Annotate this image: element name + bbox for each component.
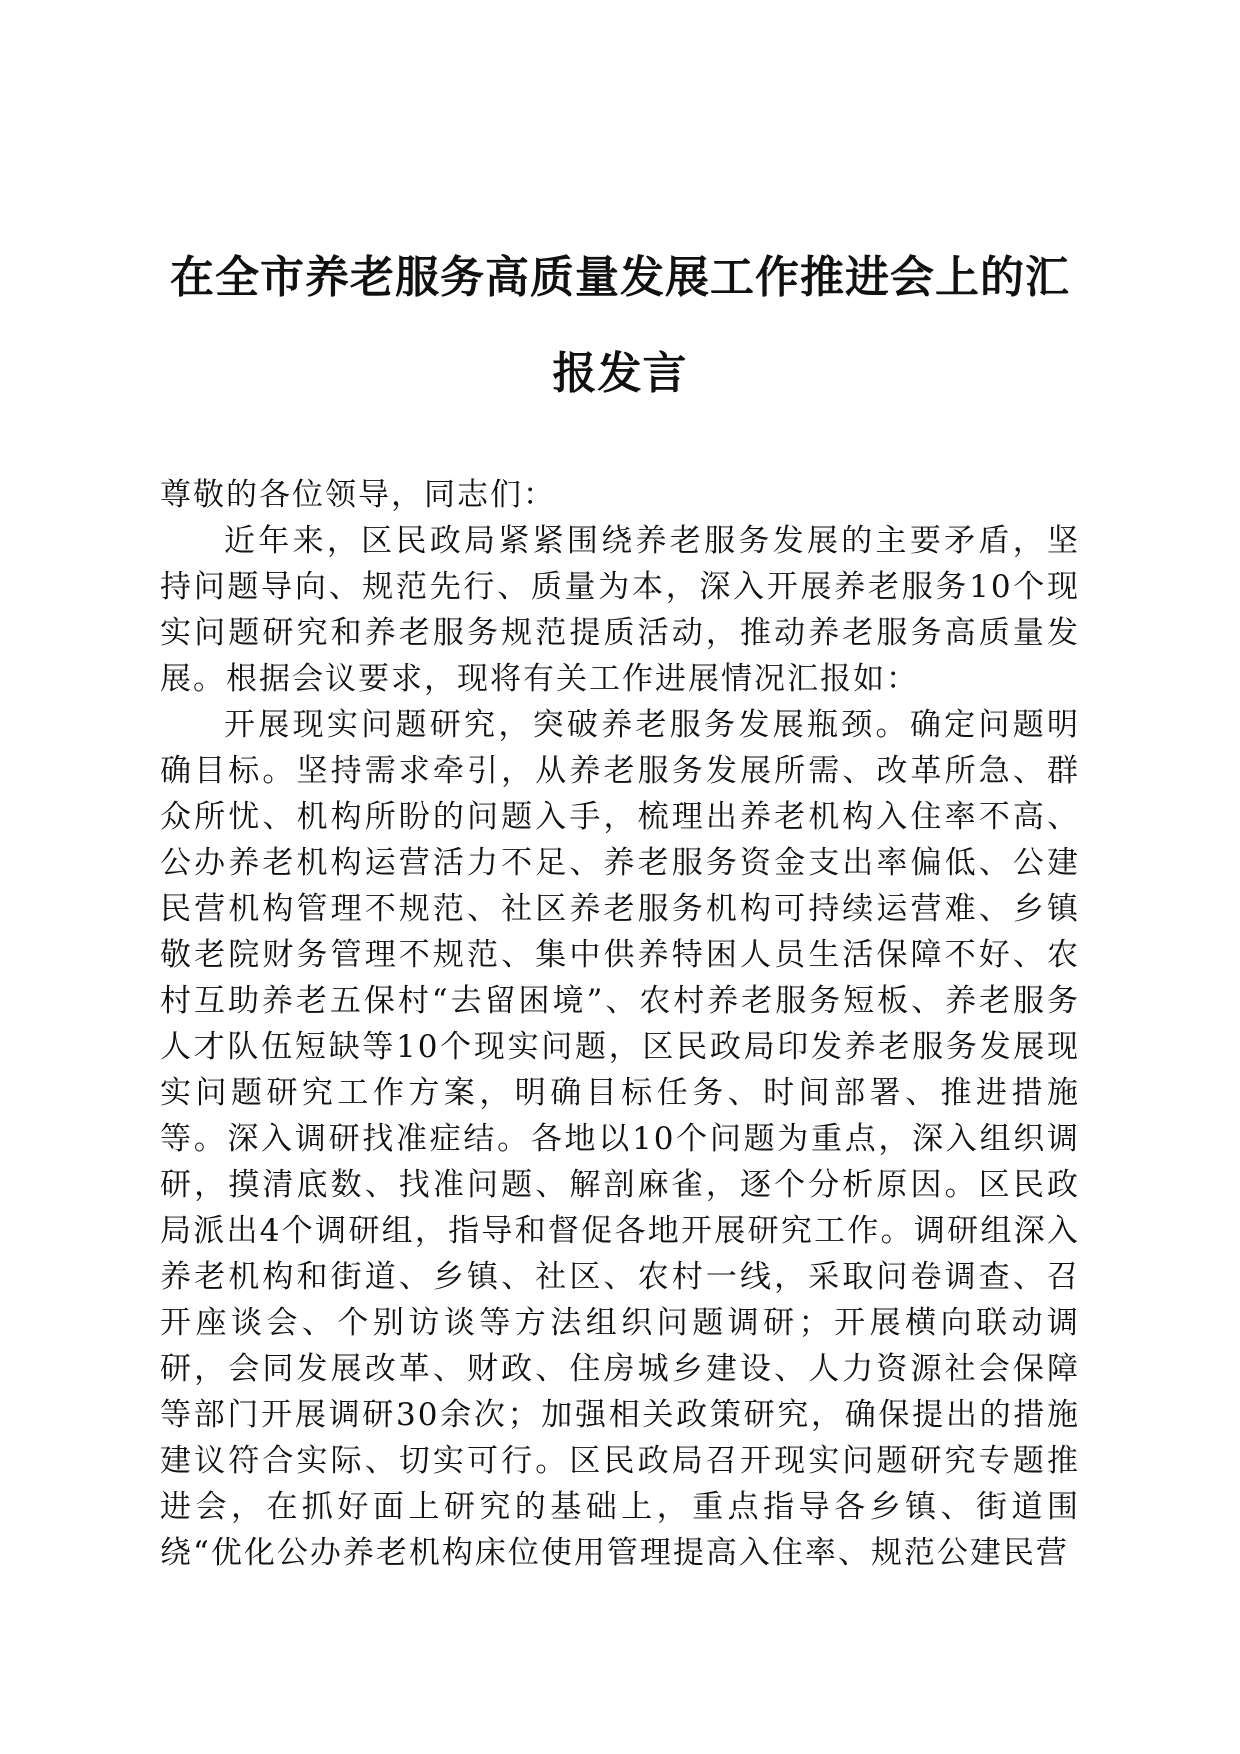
paragraph-research: 开展现实问题研究，突破养老服务发展瓶颈。确定问题明确目标。坚持需求牵引，从养老服务发展所需、改革所急、群众所忧、机构所盼的问题入手，梳理出养老机构入住率不高、公办养老机构运营活力不足、养老服务资金支出率偏低、公建民营机构管理不规范、社区养老服务机构可持续运营难、乡镇敬老院财务管理不规范、集中供养特困人员生活保障不好、农村互助养老五保村“去留困境”、农村养老服务短板、养老服务人才队伍短缺等10个现实问题，区民政局印发养老服务发展现实问题研究工作方案，明确目标任务、时间部署、推进措施等。深入调研找准症结。各地以10个问题为重点，深入组织调研，摸清底数、找准问题、解剖麻雀，逐个分析原因。区民政局派出4个调研组，指导和督促各地开展研究工作。调研组深入养老机构和街道、乡镇、社区、农村一线，采取问卷调查、召开座谈会、个别访谈等方法组织问题调研；开展横向联动调研，会同发展改革、财政、住房城乡建设、人力资源社会保障等部门开展调研30余次；加强相关政策研究，确保提出的措施建议符合实际、切实可行。区民政局召开现实问题研究专题推进会，在抓好面上研究的基础上，重点指导各乡镇、街道围绕“优化公办养老机构床位使用管理提高入住率、规范公建民营 — [160, 707, 1080, 1571]
document-body — [160, 472, 1080, 1576]
document-title — [150, 230, 1090, 422]
salutation: 尊敬的各位领导，同志们： — [160, 477, 556, 513]
document-title-line-2: 报发言 — [552, 348, 688, 399]
document-title-line-1: 在全市养老服务高质量发展工作推进会上的汇 — [170, 252, 1070, 303]
paragraph-intro: 近年来，区民政局紧紧围绕养老服务发展的主要矛盾，坚持问题导向、规范先行、质量为本，深入开展养老服务10个现实问题研究和养老服务规范提质活动，推动养老服务高质量发展。根据会议要求，现将有关工作进展情况汇报如： — [160, 523, 1080, 697]
